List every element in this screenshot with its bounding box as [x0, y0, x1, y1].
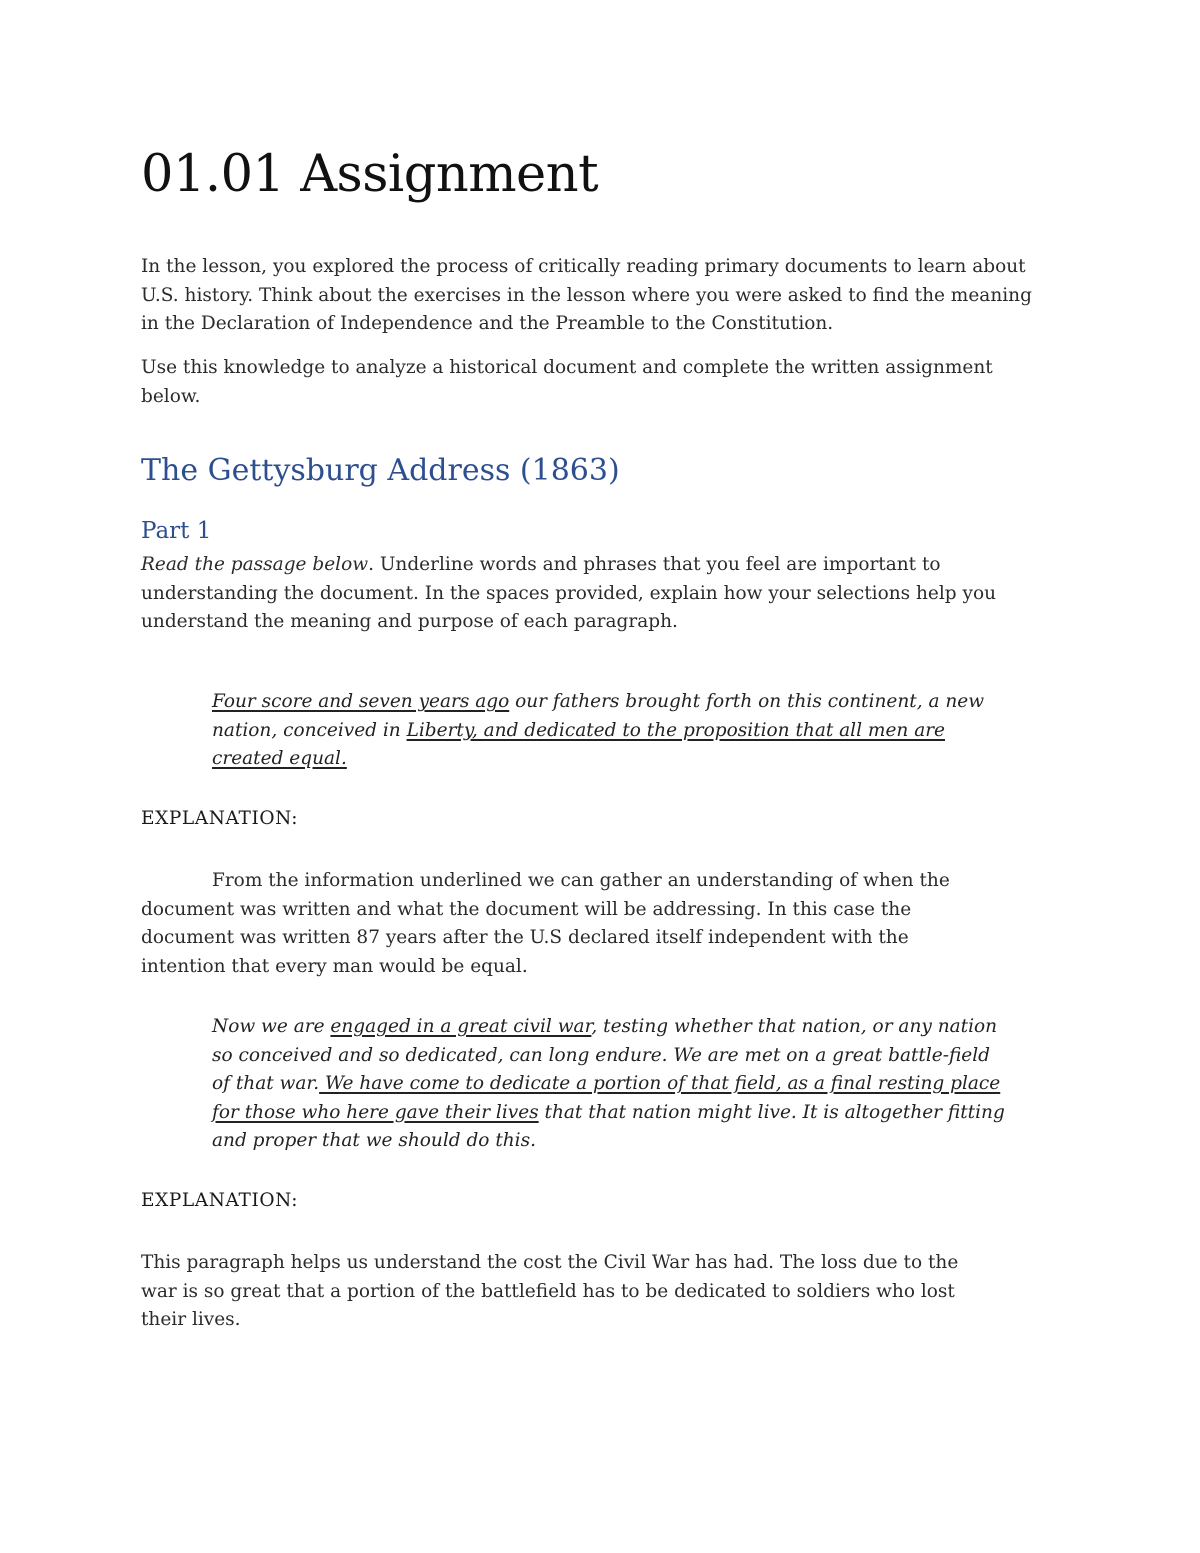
passage-2-text-3: that that nation might live. It is altogether fitting and proper that we should do this. — [212, 1101, 1005, 1151]
explanation-label-1: EXPLANATION: — [141, 808, 299, 829]
passage-1 — [212, 688, 1002, 774]
intro-paragraph-1: In the lesson, you explored the process of critically reading primary documents to learn about U.S. history. Think about the exercises in the lesson where you were asked to find the meaning in the Declaration of Independence and the Preamble to the Constitution. — [141, 256, 1032, 334]
explanation-2: This paragraph helps us understand the cost the Civil War has had. The loss due to the war is so great that a portion of the battlefield has to be dedicated to soldiers who lost their lives. — [141, 1252, 959, 1330]
passage-2 — [212, 1013, 1012, 1156]
intro-paragraph-2: Use this knowledge to analyze a historical document and complete the written assignment below. — [141, 357, 993, 407]
passage-1-underline-1: Four score and seven years ago — [212, 691, 510, 712]
section-heading: The Gettysburg Address (1863) — [141, 453, 620, 488]
explanation-1: From the information underlined we can gather an understanding of when the document was written and what the document will be addressing. In this case the document was written 87 years after the U.S declared itself independent with the intention that every man would be equal. — [141, 870, 950, 977]
passage-2-text-1: Now we are — [212, 1016, 331, 1037]
instruction-italic: Read the passage below — [141, 554, 369, 575]
page-title: 01.01 Assignment — [141, 145, 599, 204]
passage-1-text-1: our fathers brought forth on this continent, a new nation, conceived in — [212, 691, 985, 741]
instruction-text: . Underline words and phrases that you feel are important to understanding the document. In the spaces provided, explain how your selections help you understand the meaning and purpose of each paragraph. — [141, 554, 997, 632]
part-instructions — [141, 551, 1031, 637]
passage-2-underline-2: We have come to dedicate a portion of that field, as a final resting place for those who here gave their lives — [212, 1073, 1001, 1123]
passage-2-text-2: , testing whether that nation, or any nation so conceived and so dedicated, can long endure. We are met on a great battle-field of that war. — [212, 1016, 998, 1094]
explanation-label-2: EXPLANATION: — [141, 1190, 299, 1211]
passage-1-underline-2: Liberty, and dedicated to the proposition that all men are created equal. — [212, 719, 946, 769]
part-heading: Part 1 — [141, 518, 212, 544]
passage-2-underline-1: engaged in a great civil war — [330, 1016, 592, 1037]
